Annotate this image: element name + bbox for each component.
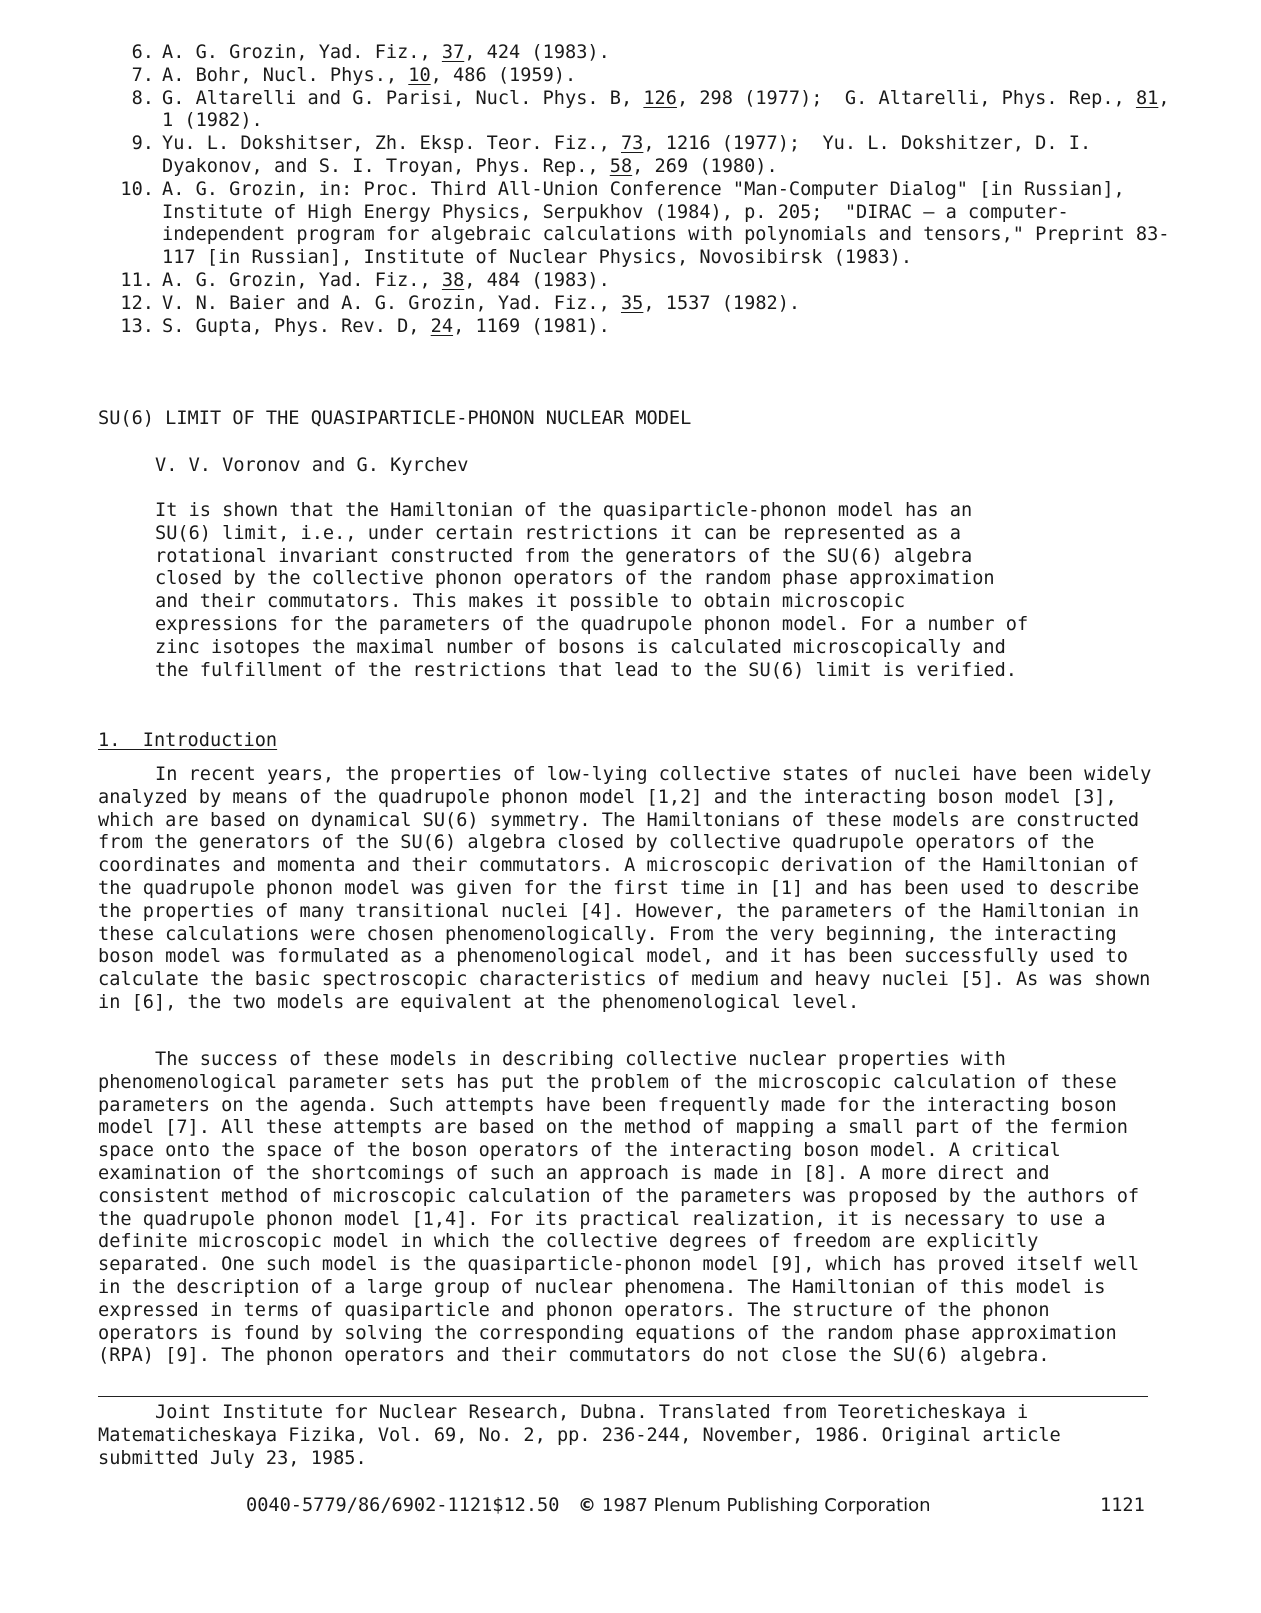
- reference-item: [98, 133, 1178, 179]
- reference-number: 6.: [131, 42, 154, 63]
- reference-number: 12.: [120, 292, 154, 314]
- reference-fragment: S. Gupta, Phys. Rev. D,: [162, 315, 431, 337]
- article-abstract: It is shown that the Hamiltonian of the quasiparticle-phonon model has an SU(6) limit, i.e., under certain restrictions it can be represented as a rotational invariant constructed from the generators of the SU(6) algebra closed by the collective phonon operators of the random phase approximation and their commutators. This makes it possible to obtain microscopic expressions for the parameters of the quadrupole phonon model. For a number of zinc isotopes the maximal number of bosons is calculated microscopically and the fulfillment of the restrictions that lead to the SU(6) limit is verified.: [155, 500, 1029, 681]
- reference-number: 11.: [120, 269, 154, 291]
- volume-number: 37: [441, 42, 465, 63]
- copyright-line: [578, 1495, 931, 1518]
- reference-fragment: , 269 (1980).: [632, 155, 778, 177]
- intro-paragraph-2: The success of these models in describing collective nuclear properties with phenomenological parameter sets has put the problem of the microscopic calculation of these parameters on the agenda. Such attempts have been frequently made for the interacting boson model [7]. All these attempts are based on the method of mapping a small part of the fermion space onto the space of the boson operators of the interacting boson model. A critical examination of the shortcomings of such an approach is made in [8]. A more direct and consistent method of microscopic calculation of the parameters was proposed by the authors of the quadrupole phonon model [1,4]. For its practical realization, it is necessary to use a definite microscopic model in which the collective degrees of freedom are explicitly separated. One such model is the quasiparticle-phonon model [9], which has proved itself well in the description of a large group of nuclear phenomena. The Hamiltonian of this model is expressed in terms of quasiparticle and phonon operators. The structure of the phonon operators is found by solving the corresponding equations of the random phase approximation (RPA) [9]. The phonon operators and their commutators do not close the SU(6) algebra.: [98, 1049, 1140, 1367]
- footnote: Joint Institute for Nuclear Research, Dubna. Translated from Teoreticheskaya i Matematicheskaya Fizika, Vol. 69, No. 2, pp. 236-244, November, 1986. Original article submitted July 23, 1985.: [98, 1402, 1061, 1469]
- reference-fragment: , 1 (1982).: [162, 87, 1181, 132]
- reference-text: [154, 42, 1178, 65]
- reference-number: 13.: [120, 315, 154, 337]
- reference-text: [154, 293, 1178, 316]
- reference-fragment: , 1169 (1981).: [453, 315, 610, 337]
- footnote-rule: [98, 1396, 1148, 1397]
- reference-number: 8.: [131, 87, 154, 109]
- reference-fragment: A. G. Grozin, Yad. Fiz.,: [162, 269, 442, 291]
- volume-number: 58: [609, 155, 633, 177]
- page-number: 1121: [1100, 1495, 1145, 1516]
- reference-number: 7.: [131, 64, 154, 86]
- reference-text: [154, 270, 1178, 293]
- reference-text: [154, 316, 1178, 339]
- copyright-icon: ©: [578, 1495, 596, 1516]
- reference-item: [98, 316, 1178, 339]
- reference-fragment: A. G. Grozin, Yad. Fiz.,: [162, 42, 442, 63]
- reference-list: [98, 42, 1181, 338]
- reference-item: [98, 87, 1181, 134]
- reference-fragment: G. Altarelli and G. Parisi, Nucl. Phys. B,: [162, 87, 644, 109]
- reference-number: 9.: [131, 133, 154, 155]
- reference-fragment: A. G. Grozin, in: Proc. Third All-Union Conference "Man-Computer Dialog" [in Russian], Institute of High Energy Physics, Serpukhov (1984), p. 205; "DIRAC — a computer-independent program for algebraic calculations with polynomials and tensors," Preprint 83-117 [in Russian], Institute of Nuclear Physics, Novosibirsk (1983).: [162, 178, 1170, 269]
- reference-number: 10.: [120, 178, 154, 200]
- reference-fragment: , 1537 (1982).: [643, 292, 801, 314]
- reference-text: [154, 133, 1178, 179]
- reference-fragment: A. Bohr, Nucl. Phys.,: [162, 64, 409, 86]
- intro-paragraph-1: In recent years, the properties of low-lying collective states of nuclei have been widely analyzed by means of the quadrupole phonon model [1,2] and the interacting boson model [3], which are based on dynamical SU(6) symmetry. The Hamiltonians of these models are constructed from the generators of the SU(6) algebra closed by collective quadrupole operators of the coordinates and momenta and their commutators. A microscopic derivation of the Hamiltonian of the quadrupole phonon model was given for the first time in [1] and has been used to describe the properties of many transitional nuclei [4]. However, the parameters of the Hamiltonian in these calculations were chosen phenomenologically. From the very beginning, the interacting boson model was formulated as a phenomenological model, and it has been successfully used to calculate the basic spectroscopic characteristics of medium and heavy nuclei [5]. As was shown in [6], the two models are equivalent at the phenomenological level.: [98, 764, 1152, 1013]
- copyright-text: 1987 Plenum Publishing Corporation: [602, 1495, 931, 1516]
- volume-number: 126: [643, 87, 677, 109]
- volume-number: 81: [1135, 87, 1159, 109]
- reference-text: [154, 65, 1178, 88]
- reference-fragment: , 484 (1983).: [464, 269, 610, 291]
- reference-item: [98, 179, 1178, 270]
- volume-number: 73: [620, 133, 644, 155]
- volume-number: 24: [430, 315, 454, 337]
- volume-number: 10: [408, 64, 431, 86]
- reference-fragment: V. N. Baier and A. G. Grozin, Yad. Fiz.,: [162, 292, 621, 314]
- reference-item: [98, 42, 1178, 65]
- reference-fragment: , 486 (1959).: [430, 64, 577, 86]
- article-title: SU(6) LIMIT OF THE QUASIPARTICLE-PHONON NUCLEAR MODEL: [98, 408, 692, 429]
- volume-number: 38: [441, 269, 465, 291]
- reference-fragment: , 298 (1977); G. Altarelli, Phys. Rep.,: [676, 87, 1136, 109]
- reference-fragment: , 1216 (1977); Yu. L. Dokshitzer, D. I. Dyakonov, and S. I. Troyan, Phys. Rep.,: [162, 133, 1103, 177]
- reference-item: [98, 293, 1178, 316]
- reference-fragment: Yu. L. Dokshitser, Zh. Eksp. Teor. Fiz.,: [162, 133, 621, 155]
- reference-fragment: , 424 (1983).: [464, 42, 610, 63]
- reference-text: [154, 87, 1181, 134]
- reference-item: [98, 270, 1178, 293]
- issn-code: 0040-5779/86/6902-1121$12.50: [246, 1495, 560, 1516]
- reference-item: [98, 65, 1178, 88]
- reference-text: [154, 179, 1178, 270]
- article-authors: V. V. Voronov and G. Kyrchev: [155, 455, 469, 476]
- volume-number: 35: [620, 292, 644, 314]
- section-heading: 1. Introduction: [98, 730, 278, 751]
